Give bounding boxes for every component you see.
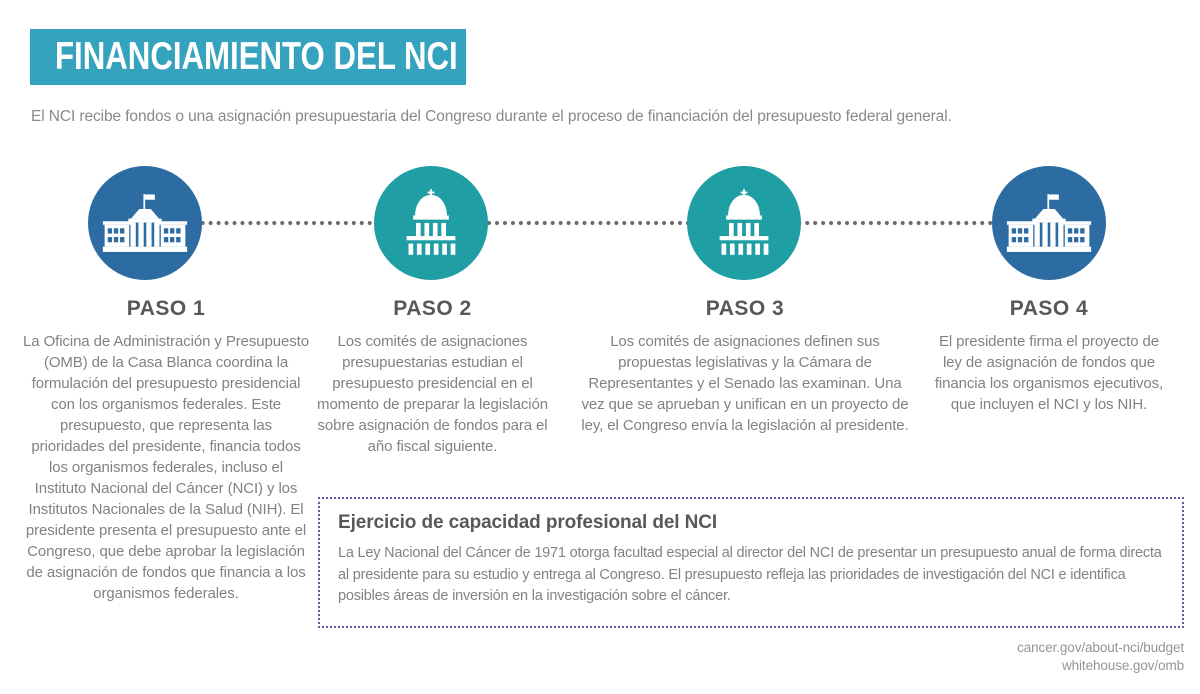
step1-description: La Oficina de Administración y Presupuesto (OMB) de la Casa Blanca coordina la formulación del presupuesto presidencial con los organismos federales. Este presupuesto, que representa las prioridades del presidente, financia todos los organismos federales, incluso el Instituto Nacional del Cáncer (NCI) y los Institutos Nacionales de la Salud (NIH). El presidente presenta el presupuesto ante el Congreso, que debe aprobar la legislación de asignación de fondos que financia a los organismos federales. [23,333,309,602]
step2-label: PASO 2 [393,297,472,320]
callout-body: La Ley Nacional del Cáncer de 1971 otorga facultad especial al director del NCI de presentar un presupuesto anual de forma directa al presidente para su estudio y entrega al Congreso. El presupuesto refleja las prioridades de investigación del NCI e identifica posibles áreas de inversión en la investigación sobre el cáncer. [338,545,1162,604]
title-banner [30,29,466,85]
step3-description: Los comités de asignaciones definen sus propuestas legislativas y la Cámara de Representantes y el Senado las examinan. Una vez que se aprueban y unifican en un proyecto de ley, el Congreso envía la legislación al presidente. [581,333,909,434]
step1-column [22,297,310,604]
step1-label: PASO 1 [126,297,206,320]
page-title: FINANCIAMIENTO DEL NCI [55,35,458,78]
step4-circle [992,166,1106,280]
callout-title: Ejercicio de capacidad profesional del NCI [338,512,718,533]
callout-box [318,497,1184,628]
footer-link-whitehouse-gov: whitehouse.gov/omb [1061,658,1184,673]
step3-label: PASO 3 [705,297,785,320]
step4-description: El presidente firma el proyecto de ley de asignación de fondos que financia los organismos ejecutivos, que incluyen el NCI y los NIH. [934,333,1164,413]
capitol-icon [714,189,774,255]
white-house-icon [1006,194,1092,252]
step3-column [578,297,912,436]
timeline-connector [145,221,1049,225]
white-house-icon [102,194,188,252]
intro-text: El NCI recibe fondos o una asignación presupuestaria del Congreso durante el proceso de financiación del presupuesto federal general. [31,108,952,125]
capitol-icon [401,189,461,255]
footer-link-cancer-gov: cancer.gov/about-nci/budget [1017,640,1184,655]
step4-label: PASO 4 [1009,297,1089,320]
step3-circle [687,166,801,280]
step2-description: Los comités de asignaciones presupuestarias estudian el presupuesto presidencial en el momento de preparar la legislación sobre asignación de fondos para el año fiscal siguiente. [317,333,548,455]
step2-circle [374,166,488,280]
step1-circle [88,166,202,280]
step4-column [933,297,1165,415]
footer-links [1017,639,1184,675]
step2-column [310,297,555,457]
